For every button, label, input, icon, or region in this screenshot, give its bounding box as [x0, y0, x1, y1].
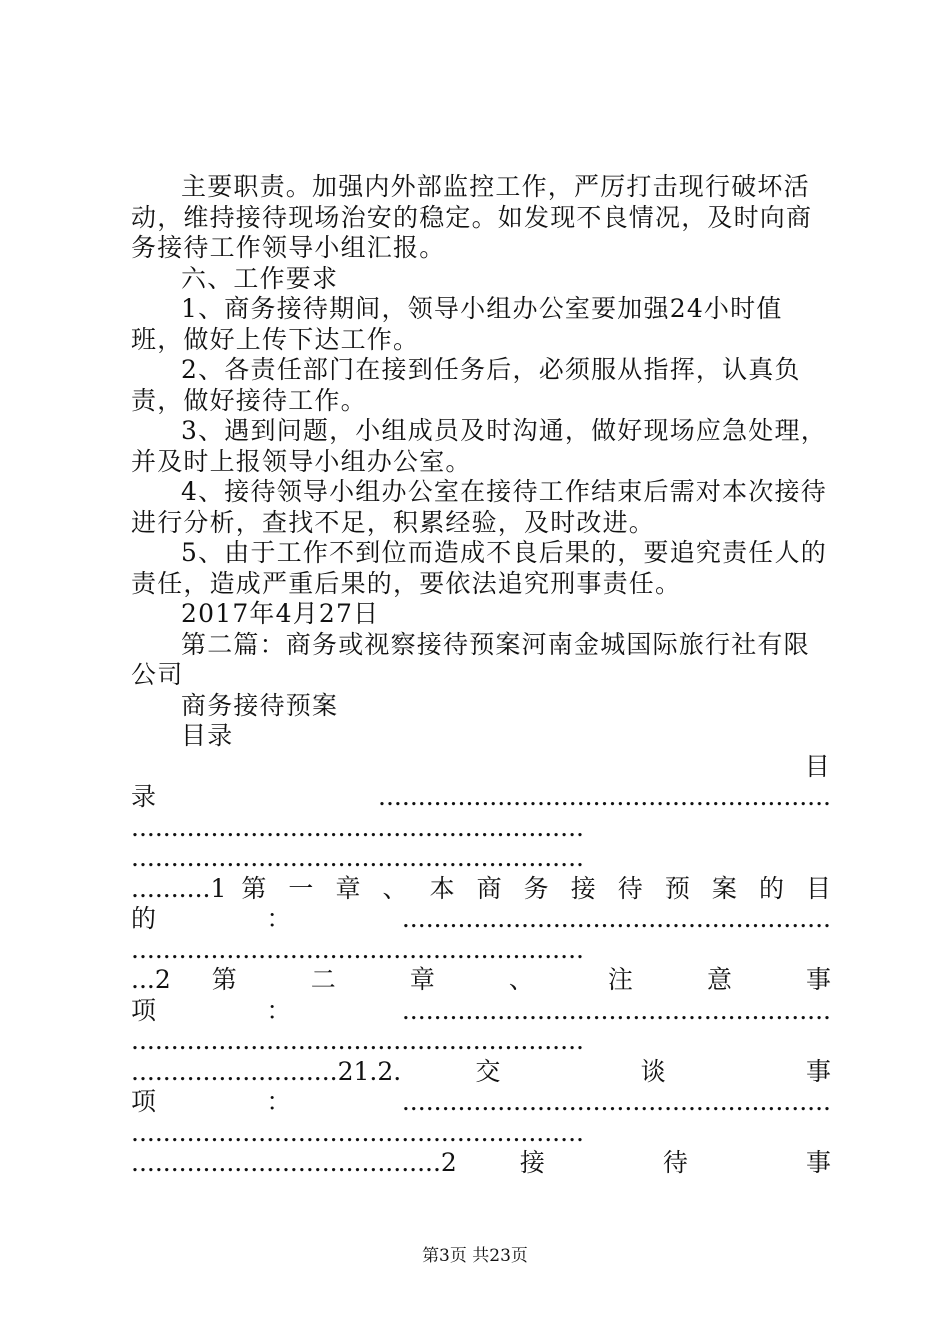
page-content — [131, 172, 831, 1179]
toc-heading: 目录 — [181, 721, 234, 750]
toc-line: ......................................................... — [131, 934, 584, 964]
date-line: 2017年4月27日 — [181, 599, 380, 628]
toc-line: ......................................................... — [131, 1117, 584, 1147]
paragraph-req-3: 3、遇到问题，小组成员及时沟通，做好现场应急处理，并及时上报领导小组办公室。 — [131, 416, 827, 476]
paragraph-duties: 主要职责。加强内外部监控工作，严厉打击现行破坏活动，维持接待现场治安的稳定。如发现不良情况，及时向商务接待工作领导小组汇报。 — [131, 172, 813, 262]
toc-line: 项：...................................................... — [131, 995, 831, 1025]
toc-line: ..........1 第 一 章 、 本 商 务 接 待 预 案 的 目 — [131, 873, 831, 903]
paragraph-req-1: 1、商务接待期间，领导小组办公室要加强24小时值班，做好上传下达工作。 — [131, 294, 783, 354]
toc-line: 目 — [804, 751, 831, 781]
toc-line: ......................................................... — [131, 812, 584, 842]
toc-line: 项：...................................................... — [131, 1087, 831, 1116]
paragraph-req-4: 4、接待领导小组办公室在接待工作结束后需对本次接待进行分析，查找不足，积累经验，及时改进。 — [131, 477, 827, 537]
plan-title: 商务接待预案 — [181, 690, 339, 720]
toc-line: 录......................................................... — [131, 782, 831, 811]
toc-line: ......................................................... — [131, 843, 584, 872]
toc-line: ...2 第 二 章 、 注 意 事 — [131, 965, 831, 994]
heading-work-requirements: 六、工作要求 — [181, 263, 339, 293]
page-footer: 第3页 共23页 — [422, 1246, 528, 1266]
toc-line: ......................................................... — [131, 1026, 584, 1055]
toc-line: 的：...................................................... — [131, 904, 831, 933]
paragraph-req-5: 5、由于工作不到位而造成不良后果的，要追究责任人的责任，造成严重后果的，要依法追究刑事责任。 — [131, 538, 827, 598]
toc-line: .......................................2 接 待 事 — [131, 1148, 831, 1177]
section-title-part-two: 第二篇：商务或视察接待预案河南金城国际旅行社有限公司 — [131, 629, 810, 689]
paragraph-req-2: 2、各责任部门在接到任务后，必须服从指挥，认真负责，做好接待工作。 — [131, 355, 801, 415]
toc-line: ..........................21.2. 交 谈 事 — [131, 1056, 831, 1086]
